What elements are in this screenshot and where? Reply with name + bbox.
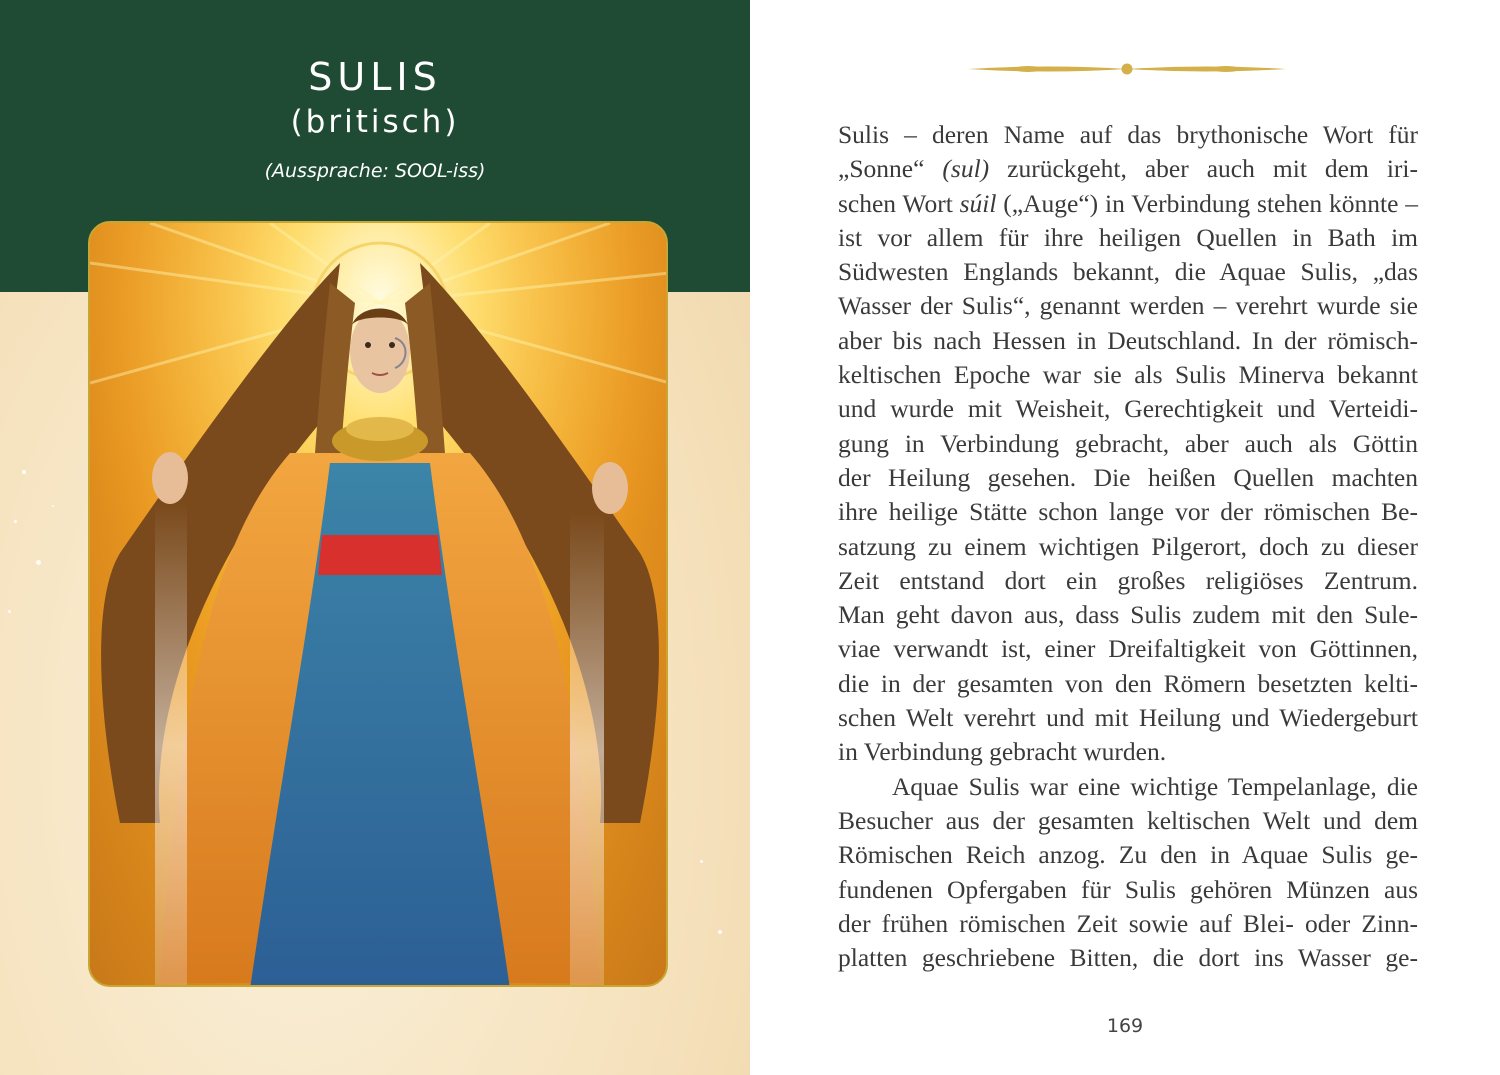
sparkle xyxy=(52,505,54,507)
text-line: und wurde mit Weisheit, Gerechtigkeit und Verteidi- xyxy=(838,394,1418,424)
text-line: viae verwandt ist, einer Dreifaltigkeit von Göttinnen, xyxy=(838,634,1418,664)
text-line: ihre heilige Stätte schon lange vor der römischen Be- xyxy=(838,497,1418,527)
text-line: Zeit entstand dort ein großes religiöses Zentrum. xyxy=(838,565,1418,595)
decorative-divider-icon xyxy=(968,60,1286,78)
sparkle xyxy=(14,520,17,523)
text-line: Aquae Sulis war eine wichtige Tempelanlage, die xyxy=(892,771,1418,801)
page-number: 169 xyxy=(1106,1015,1144,1037)
body-text xyxy=(838,118,1418,975)
text-line: die in der gesamten von den Römern besetzten kelti- xyxy=(838,668,1418,698)
right-page xyxy=(750,0,1500,1075)
text-line: Römischen Reich anzog. Zu den in Aquae Sulis ge- xyxy=(838,840,1418,870)
goddess-illustration xyxy=(90,223,668,987)
card-origin: (britisch) xyxy=(290,104,460,140)
text-line: Südwesten Englands bekannt, die Aquae Sulis, „das xyxy=(838,257,1418,287)
italic-term: súil xyxy=(959,188,997,218)
sparkle xyxy=(700,860,703,863)
text-line: aber bis nach Hessen in Deutschland. In der römisch- xyxy=(838,325,1418,355)
text-line: keltischen Epoche war sie als Sulis Minerva bekannt xyxy=(838,360,1418,390)
text-line: gung in Verbindung gebracht, aber auch als Göttin xyxy=(838,428,1418,458)
text-line: Sulis – deren Name auf das brythonische Wort für xyxy=(838,120,1418,149)
text-line: in Verbindung gebracht wurden. xyxy=(838,737,1167,767)
sparkle xyxy=(718,930,722,934)
text-line: satzung zu einem wichtigen Pilgerort, doch zu dieser xyxy=(838,531,1418,561)
text-line: Man geht davon aus, dass Sulis zudem mit den Sule- xyxy=(838,600,1418,630)
text-line: fundenen Opfergaben für Sulis gehören Münzen aus xyxy=(838,874,1418,904)
text-line: der Heilung gesehen. Die heißen Quellen machten xyxy=(838,462,1418,492)
text-line: ist vor allem für ihre heiligen Quellen in Bath im xyxy=(838,222,1418,252)
text-line: schen Welt verehrt und mit Heilung und Wiedergeburt xyxy=(838,703,1418,733)
sparkle xyxy=(36,560,41,565)
text-line: platten geschriebene Bitten, die dort ins Wasser ge- xyxy=(838,943,1418,973)
text-line: der frühen römischen Zeit sowie auf Blei- oder Zinn- xyxy=(838,908,1418,938)
text-line: schen Wort súil („Auge“) in Verbindung stehen könnte – xyxy=(838,188,1418,218)
card-title: SULIS xyxy=(308,55,442,99)
sparkle xyxy=(22,470,26,474)
sparkle xyxy=(8,610,11,613)
text-line: Wasser der Sulis“, genannt werden – verehrt wurde sie xyxy=(838,291,1418,321)
text-line: „Sonne“ (sul) zurückgeht, aber auch mit dem iri- xyxy=(838,154,1418,184)
oracle-card-illustration xyxy=(88,221,668,987)
text-line: Besucher aus der gesamten keltischen Welt und dem xyxy=(838,805,1418,835)
card-pronunciation: (Aussprache: SOOL-iss) xyxy=(264,160,486,182)
italic-term: (sul) xyxy=(942,154,990,184)
